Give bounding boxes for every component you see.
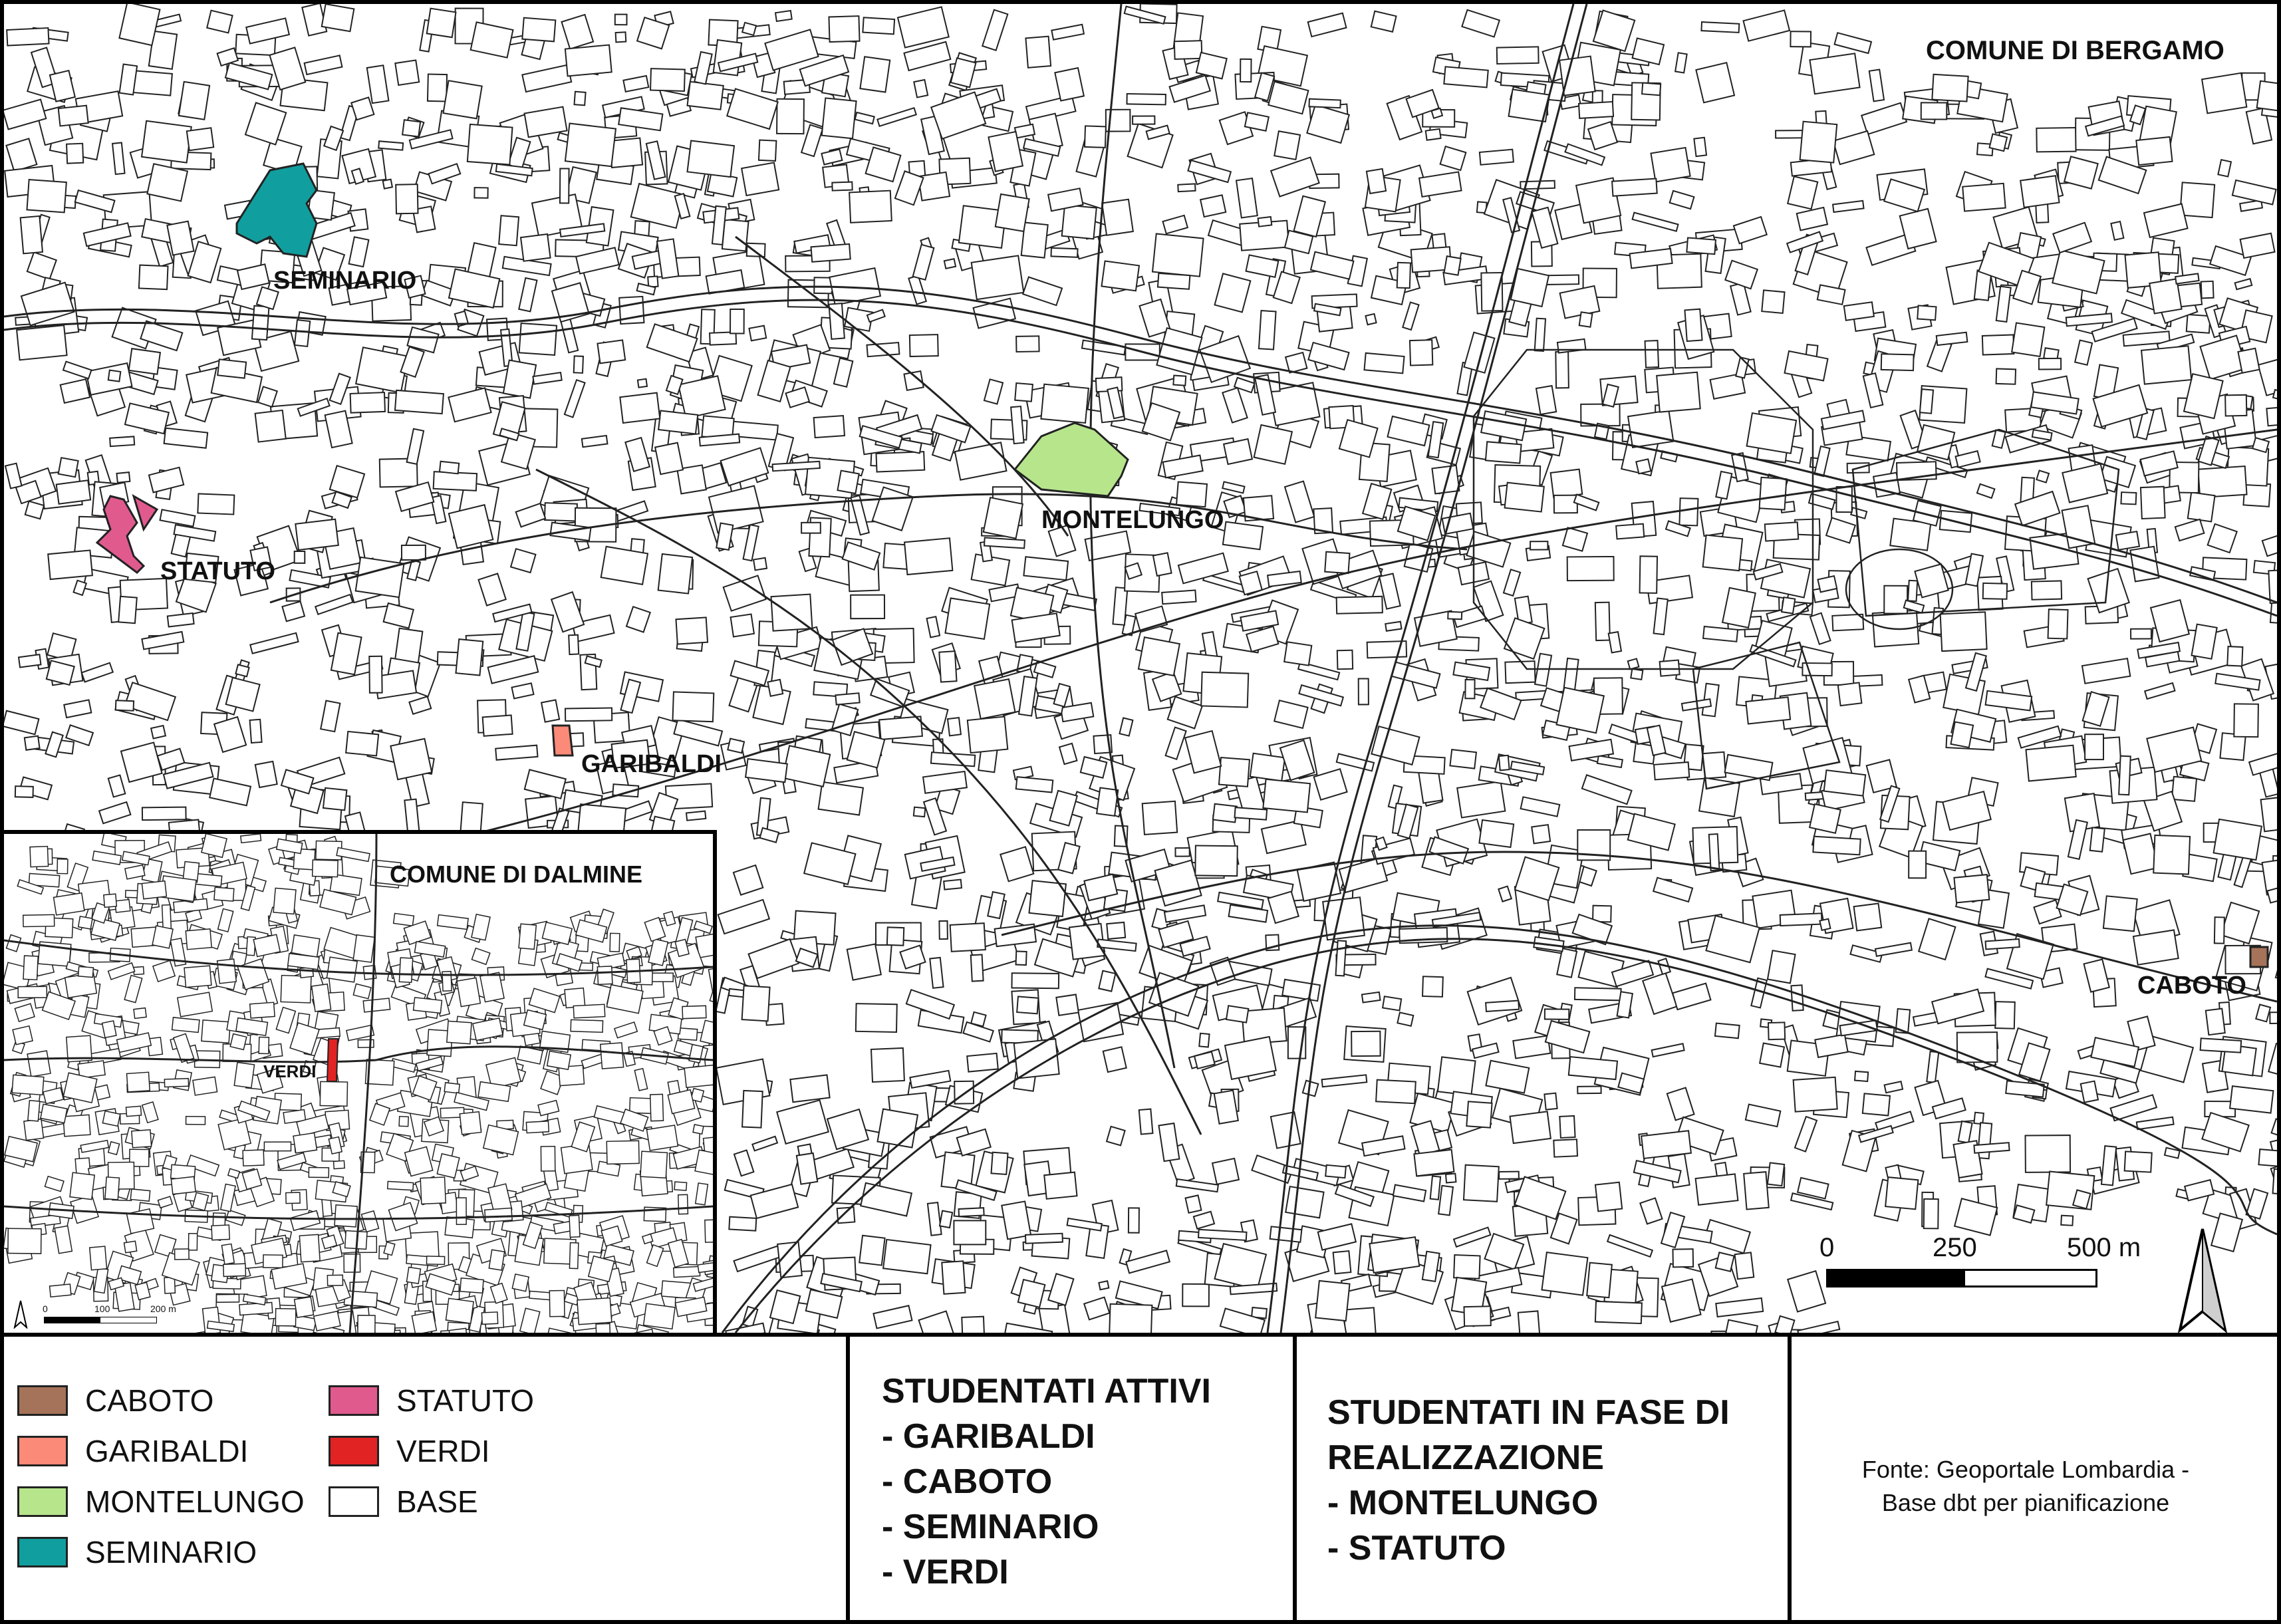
- inset-canvas: [4, 834, 713, 1333]
- active-item: - SEMINARIO: [882, 1508, 1099, 1546]
- legend-label: GARIBALDI: [85, 1434, 249, 1468]
- legend-swatch: [17, 1436, 68, 1466]
- legend-item-caboto: [17, 1381, 213, 1421]
- statuto-polygon: [97, 496, 157, 573]
- inset-title: COMUNE DI DALMINE: [390, 861, 642, 888]
- legend-swatch: [17, 1537, 68, 1567]
- in-progress-title: STUDENTATI IN FASE DI: [1327, 1393, 1730, 1432]
- inset-scale-bar: [37, 1303, 177, 1330]
- montelungo-polygon: [1015, 423, 1128, 496]
- garibaldi-polygon: [553, 726, 573, 755]
- legend-item-verdi: [329, 1431, 490, 1471]
- caboto-polygon: [2250, 947, 2268, 967]
- inset-label-verdi: VERDI: [263, 1061, 317, 1081]
- scale-tick-250: 250: [1933, 1233, 1977, 1262]
- legend-item-seminario: [17, 1532, 257, 1572]
- label-garibaldi: GARIBALDI: [581, 750, 722, 778]
- legend-item-base: [329, 1482, 478, 1522]
- source-note: [1793, 1453, 2258, 1520]
- in-progress-item: - STATUTO: [1327, 1529, 1506, 1567]
- in-progress-item: - MONTELUNGO: [1327, 1484, 1599, 1522]
- legend-swatch: [17, 1385, 68, 1416]
- legend-label: MONTELUNGO: [85, 1484, 305, 1519]
- legend-strip: [4, 1333, 2277, 1624]
- legend-label: BASE: [396, 1484, 478, 1519]
- active-title: STUDENTATI ATTIVI: [882, 1372, 1211, 1411]
- label-comune-bergamo: COMUNE DI BERGAMO: [1926, 36, 2224, 65]
- label-seminario: SEMINARIO: [273, 267, 417, 295]
- legend-divider: [846, 1337, 850, 1624]
- legend-item-montelungo: [17, 1482, 305, 1522]
- inset-scale-tick-100: 100: [94, 1303, 110, 1314]
- legend-swatch: [329, 1436, 379, 1466]
- legend-swatch: [329, 1486, 379, 1517]
- scale-tick-500: 500 m: [2067, 1233, 2141, 1262]
- legend-item-statuto: [329, 1381, 534, 1421]
- source-line: Fonte: Geoportale Lombardia -: [1861, 1456, 2190, 1483]
- active-item: - VERDI: [882, 1553, 1009, 1591]
- inset-scale-tick-200: 200 m: [150, 1303, 176, 1314]
- label-statuto: STATUTO: [160, 557, 276, 585]
- legend-label: VERDI: [396, 1434, 490, 1468]
- in-progress-title: REALIZZAZIONE: [1327, 1438, 1604, 1477]
- in-progress-residences-list: [1327, 1390, 1730, 1571]
- label-montelungo: MONTELUNGO: [1041, 506, 1224, 534]
- source-line: Base dbt per pianificazione: [1881, 1489, 2170, 1516]
- active-item: - CABOTO: [882, 1462, 1053, 1501]
- scale-bar-black-segment: [1826, 1269, 1963, 1287]
- verdi-polygon: [327, 1039, 338, 1081]
- active-item: - GARIBALDI: [882, 1417, 1095, 1456]
- label-caboto: CABOTO: [2137, 972, 2246, 1000]
- active-residences-list: [882, 1369, 1211, 1595]
- legend-divider: [1293, 1337, 1297, 1624]
- scale-bar-white-segment: [1963, 1269, 2097, 1287]
- inset-scale-tick-0: 0: [43, 1303, 48, 1314]
- seminario-polygon: [237, 164, 317, 257]
- legend-label: STATUTO: [396, 1383, 534, 1418]
- inset-scale-white: [100, 1317, 157, 1323]
- legend-label: CABOTO: [85, 1383, 214, 1418]
- inset-map: [4, 830, 717, 1333]
- main-map: [4, 4, 2277, 1333]
- legend-divider: [1788, 1337, 1792, 1624]
- legend-item-garibaldi: [17, 1431, 248, 1471]
- scale-tick-0: 0: [1819, 1233, 1835, 1262]
- legend-label: SEMINARIO: [85, 1535, 257, 1569]
- north-arrow-icon: [2177, 1226, 2228, 1333]
- scale-bar: [1819, 1233, 2141, 1286]
- legend-swatch: [17, 1486, 68, 1517]
- legend-swatch: [329, 1385, 379, 1416]
- inset-scale-black: [44, 1317, 101, 1323]
- inset-north-arrow-icon: [13, 1299, 28, 1329]
- legend-panel: [4, 1337, 846, 1624]
